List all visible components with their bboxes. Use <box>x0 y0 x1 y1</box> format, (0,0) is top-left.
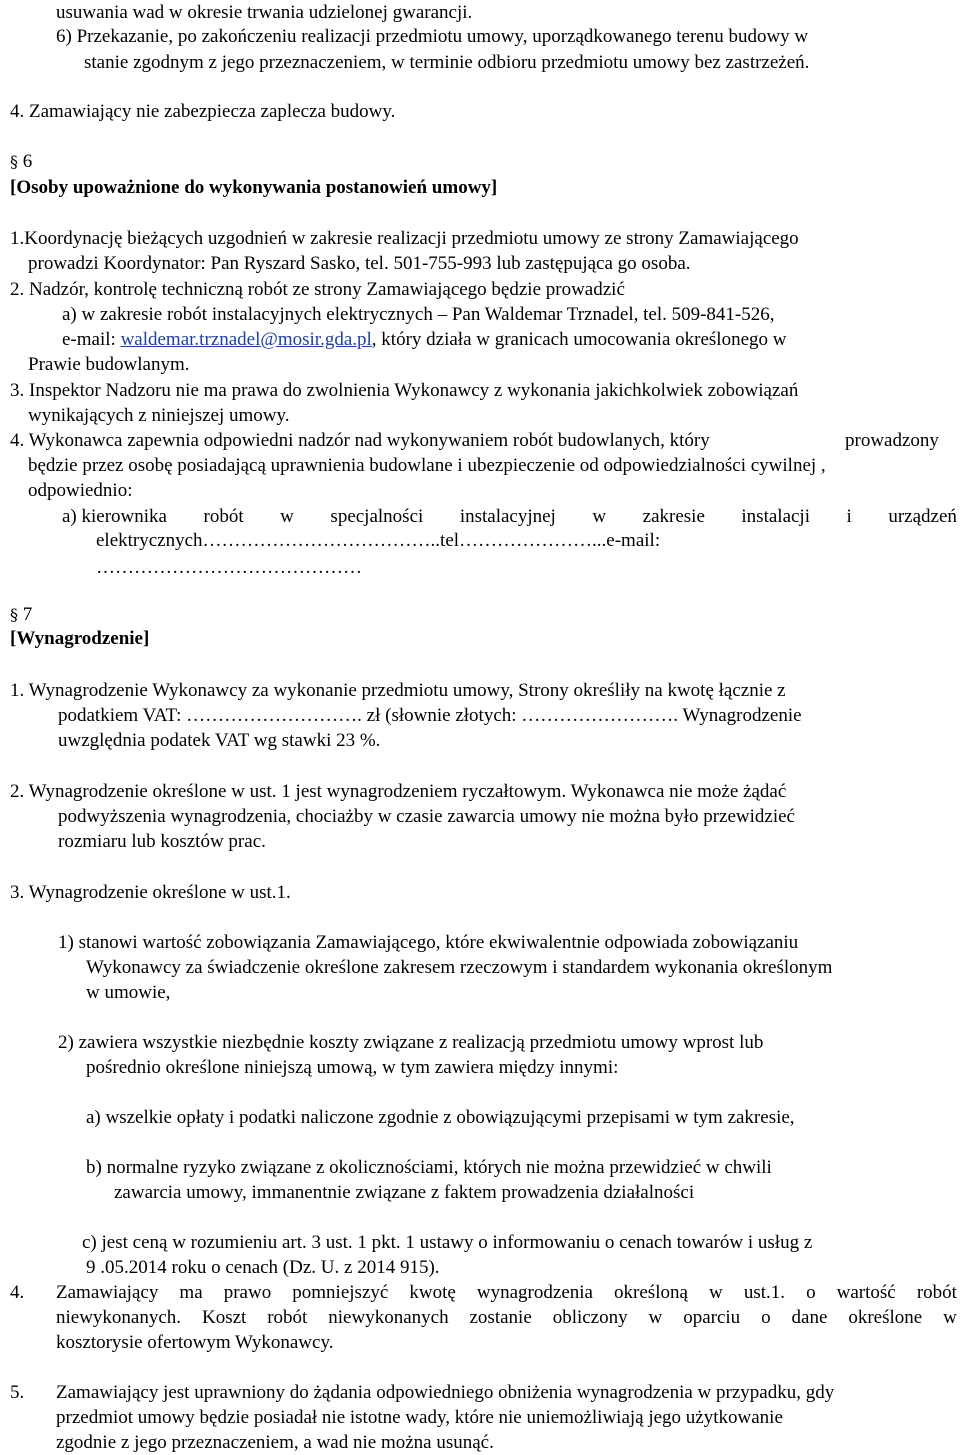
s7-sub1-line3: w umowie, <box>86 982 171 1003</box>
word: pomniejszyć <box>292 1282 389 1303</box>
s6-item3-line2: wynikających z niniejszej umowy. <box>28 405 290 426</box>
s7-p1-line2: podatkiem VAT: ………………………. zł (słownie złotych: ……………………. Wynagrodzenie <box>58 705 802 726</box>
word: dane <box>791 1307 828 1328</box>
word: określoną <box>614 1282 688 1303</box>
word: w <box>648 1307 663 1328</box>
section-6-title: [Osoby upoważnione do wykonywania postanowień umowy] <box>10 177 498 198</box>
section-7-title: [Wynagrodzenie] <box>10 628 150 649</box>
s7-p4-number: 4. <box>10 1282 25 1303</box>
s7-sub1-line2: Wykonawcy za świadczenie określone zakresem rzeczowym i standardem wykonania określonym <box>86 957 833 978</box>
word: prawo <box>223 1282 272 1303</box>
word: w <box>280 506 294 527</box>
section-7-number: 7 <box>22 604 33 625</box>
s7-p5-line3: zgodnie z jego przeznaczeniem, a wad nie można usunąć. <box>56 1432 494 1453</box>
word: oparciu <box>683 1307 741 1328</box>
s7-p1-line3: uwzględnia podatek VAT wg stawki 23 %. <box>58 730 381 751</box>
word: ust.1. <box>743 1282 785 1303</box>
word: Koszt <box>201 1307 247 1328</box>
s6-item4-line2: będzie przez osobę posiadającą uprawnienia budowlane i ubezpieczenie od odpowiedzialności cywilnej , <box>28 455 826 476</box>
s6-item4a-line2: elektrycznych………………………………..tel…………………...e-mail: <box>96 530 661 551</box>
word: niewykonanych. <box>56 1307 182 1328</box>
intro-point-4: 4. Zamawiający nie zabezpiecza zaplecza budowy. <box>10 101 396 122</box>
s7-sub2-line1: 2) zawiera wszystkie niezbędnie koszty związane z realizacją przedmiotu umowy wprost lub <box>58 1032 764 1053</box>
word: a) kierownika <box>62 506 167 527</box>
s7-sub-a: a) wszelkie opłaty i podatki naliczone zgodnie z obowiązującymi przepisami w tym zakresie, <box>86 1107 795 1128</box>
s6-item3-line1: 3. Inspektor Nadzoru nie ma prawa do zwolnienia Wykonawcy z wykonania jakichkolwiek zobowiązań <box>10 380 799 401</box>
s7-p2-line1: 2. Wynagrodzenie określone w ust. 1 jest wynagrodzeniem ryczałtowym. Wykonawca nie może żądać <box>10 781 787 802</box>
word: specjalności <box>330 506 424 527</box>
word: w <box>592 506 607 527</box>
word: niewykonanych <box>328 1307 449 1328</box>
intro-line-2: 6) Przekazanie, po zakończeniu realizacji przedmiotu umowy, uporządkowanego terenu budowy w <box>56 26 809 47</box>
s7-p4-line2 <box>56 1307 957 1329</box>
section-symbol-icon: § <box>10 152 18 171</box>
s7-p2-line2: podwyższenia wynagrodzenia, chociażby w czasie zawarcia umowy nie można było przewidzieć <box>58 806 795 827</box>
s7-p4-line1 <box>56 1282 957 1304</box>
word: Zamawiający <box>56 1282 159 1303</box>
s6-item4a-line3: …………………………………… <box>96 557 362 578</box>
word: urządzeń <box>888 506 957 527</box>
s7-sub-b-line1: b) normalne ryzyko związane z okolicznościami, których nie można przewidzieć w chwili <box>86 1157 772 1178</box>
s7-sub-c-line2: 9 .05.2014 roku o cenach (Dz. U. z 2014 915). <box>86 1257 440 1278</box>
word: kwotę <box>409 1282 456 1303</box>
word: zakresie <box>642 506 705 527</box>
s6-item2-line1: 2. Nadzór, kontrolę techniczną robót ze strony Zamawiającego będzie prowadzić <box>10 279 625 300</box>
s6-item4-line1a: 4. Wykonawca zapewnia odpowiedni nadzór nad wykonywaniem robót budowlanych, który <box>10 430 710 451</box>
s6-item4a-line1 <box>62 506 957 528</box>
word: zostanie <box>469 1307 532 1328</box>
word: wartość <box>836 1282 896 1303</box>
word: robót <box>203 506 244 527</box>
s7-p3: 3. Wynagrodzenie określone w ust.1. <box>10 882 291 903</box>
word: instalacji <box>741 506 810 527</box>
s6-item2-line4: Prawie budowlanym. <box>28 354 190 375</box>
s6-item4-line3: odpowiednio: <box>28 480 133 501</box>
s7-p1-line1: 1. Wynagrodzenie Wykonawcy za wykonanie przedmiotu umowy, Strony określiły na kwotę łącznie z <box>10 680 786 701</box>
word: określone <box>848 1307 923 1328</box>
section-6-heading <box>10 151 32 173</box>
section-symbol-icon: § <box>10 605 18 624</box>
word: i <box>846 506 852 527</box>
s6-item1-line1: 1.Koordynację bieżących uzgodnień w zakresie realizacji przedmiotu umowy ze strony Zamawiającego <box>10 228 799 249</box>
word: robót <box>916 1282 957 1303</box>
s7-sub1-line1: 1) stanowi wartość zobowiązania Zamawiającego, które ekwiwalentnie odpowiada zobowiązaniu <box>58 932 799 953</box>
section-7-heading <box>10 604 32 626</box>
word: wynagrodzenia <box>476 1282 593 1303</box>
section-6-number: 6 <box>22 151 33 172</box>
s6-item4-line1b: prowadzony <box>845 430 939 451</box>
s6-item2-line3 <box>62 329 787 351</box>
s6-item1-line2: prowadzi Koordynator: Pan Ryszard Sasko, tel. 501-755-993 lub zastępująca go osoba. <box>28 253 691 274</box>
word: instalacyjnej <box>459 506 556 527</box>
email-link[interactable]: waldemar.trznadel@mosir.gda.pl <box>120 329 372 350</box>
s6-item2-line2: a) w zakresie robót instalacyjnych elektrycznych – Pan Waldemar Trznadel, tel. 509-841-526, <box>62 304 775 325</box>
word: w <box>943 1307 957 1328</box>
word: w <box>709 1282 723 1303</box>
s7-p4-line3: kosztorysie ofertowym Wykonawcy. <box>56 1332 334 1353</box>
s7-p5-number: 5. <box>10 1382 25 1403</box>
s7-sub-b-line2: zawarcia umowy, immanentnie związane z faktem prowadzenia działalności <box>114 1182 695 1203</box>
intro-line-1: usuwania wad w okresie trwania udzielonej gwarancji. <box>56 2 473 23</box>
email-line-rest: , który działa w granicach umocowania określonego w <box>371 329 787 350</box>
s7-sub-c-line1: c) jest ceną w rozumieniu art. 3 ust. 1 pkt. 1 ustawy o informowaniu o cenach towarów i usług z <box>82 1232 813 1253</box>
s7-p2-line3: rozmiaru lub kosztów prac. <box>58 831 266 852</box>
email-label: e-mail: <box>62 329 121 350</box>
word: o <box>806 1282 816 1303</box>
s7-sub2-line2: pośrednio określone niniejszą umową, w tym zawiera między innymi: <box>86 1057 619 1078</box>
word: obliczony <box>552 1307 628 1328</box>
word: robót <box>267 1307 308 1328</box>
s7-p5-line2: przedmiot umowy będzie posiadał nie istotne wady, które nie uniemożliwiają jego użytkowanie <box>56 1407 783 1428</box>
word: o <box>761 1307 771 1328</box>
s7-p5-line1: Zamawiający jest uprawniony do żądania odpowiedniego obniżenia wynagrodzenia w przypadku, gdy <box>56 1382 835 1403</box>
word: ma <box>179 1282 203 1303</box>
intro-line-3: stanie zgodnym z jego przeznaczeniem, w terminie odbioru przedmiotu umowy bez zastrzeżeń. <box>84 52 810 73</box>
